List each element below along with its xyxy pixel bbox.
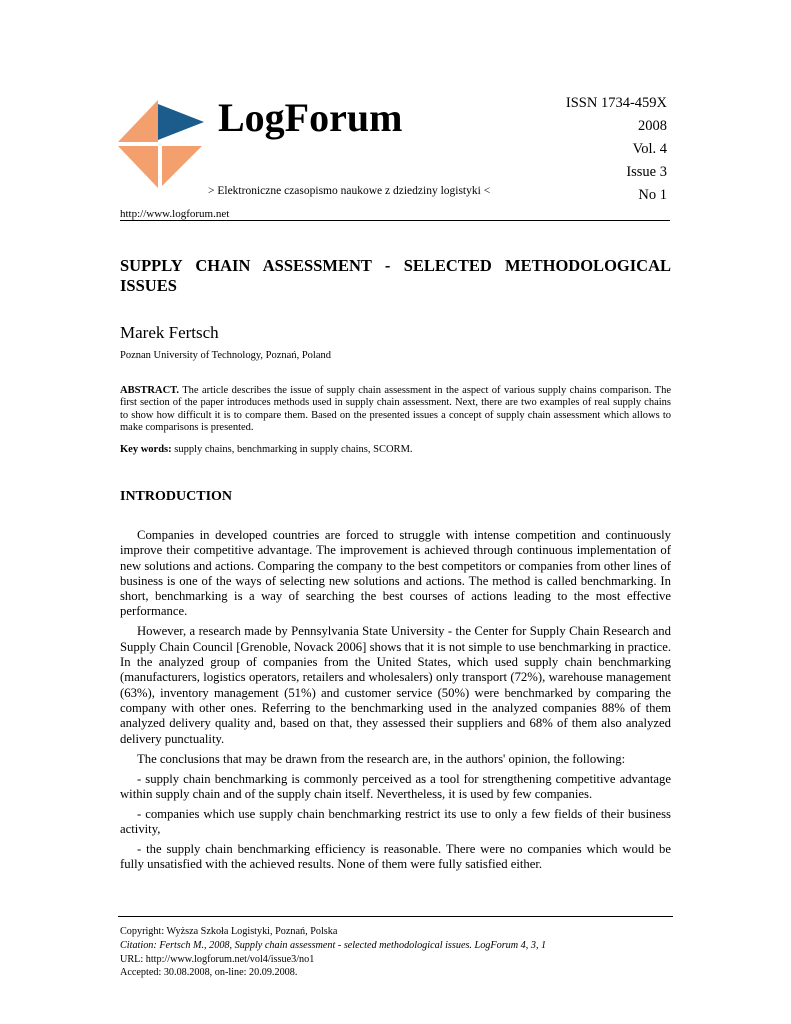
footer [120,925,546,980]
paragraph: However, a research made by Pennsylvania State University - the Center for Supply Chain Research and Supply Chain Council [Grenoble, Novack 2006] shows that it is not simple to use benchmarking in practice. In the analyzed group of companies from the United States, which used supply chain benchmarking (manufacturers, logistics operators, retailers and wholesalers) only transport (72%), warehouse management (63%), inventory management (51%) and customer service (50%) were benchmarked by comparing the company with other ones. Referring to the benchmarking used in the analyzed companies 88% of them analyzed delivery quality and, based on that, they assessed their suppliers and 68% of them also analyzed delivery punctuality. [120,624,671,746]
footer-divider [118,916,673,917]
keywords [120,444,413,455]
paragraph: The conclusions that may be drawn from the research are, in the authors' opinion, the following: [137,751,626,766]
footer-url-link[interactable]: URL: http://www.logforum.net/vol4/issue3/no1 [120,953,315,965]
journal-subtitle: > Elektroniczne czasopismo naukowe z dziedziny logistyki < [208,185,491,197]
footer-copyright: Copyright: Wyższa Szkoła Logistyki, Poznań, Polska [120,926,338,937]
volume: Vol. 4 [632,141,667,157]
logo-triangle-right [158,104,204,140]
issue-info [566,92,667,207]
author-affiliation: Poznan University of Technology, Poznań, Poland [120,350,331,361]
journal-title: LogForum [218,95,403,140]
logo-triangle-bottom-right [162,146,202,186]
year: 2008 [638,118,667,134]
keywords-label: Key words: [120,444,172,455]
footer-citation: Citation: Fertsch M., 2008, Supply chain assessment - selected methodological issues. LogForum 4, 3, 1 [120,939,547,951]
introduction-body [120,528,671,877]
issue: Issue 3 [626,164,667,180]
logo-triangle-top-left [118,100,158,142]
logforum-logo-icon [118,100,204,188]
paper-title: SUPPLY CHAIN ASSESSMENT - SELECTED METHODOLOGICAL ISSUES [120,256,671,295]
keywords-text: supply chains, benchmarking in supply chains, SCORM. [174,444,413,455]
author-name: Marek Fertsch [120,323,219,342]
journal-url-link[interactable]: http://www.logforum.net [120,208,230,220]
paragraph: Companies in developed countries are forced to struggle with intense competition and continuously improve their competitive advantage. The improvement is achieved through continuous implementation of new solutions and actions. Comparing the company to the best competitors or companies from other lines of business is one of the ways of selecting new solutions and actions. The method is called benchmarking. In short, benchmarking is a way of searching the best courses of actions leading to the most effective performance. [120,528,671,619]
paragraph: - supply chain benchmarking is commonly perceived as a tool for strengthening competitive advantage within supply chain and of the supply chain itself. Nevertheless, it is used by few companies. [120,771,671,801]
paragraph: - companies which use supply chain benchmarking restrict its use to only a few fields of their business activity, [120,806,671,837]
footer-dates: Accepted: 30.08.2008, on-line: 20.09.2008. [120,967,298,979]
logo-triangle-bottom-left [118,146,158,188]
abstract [120,385,671,434]
number: No 1 [638,187,667,203]
issn: ISSN 1734-459X [565,95,667,111]
paragraph: - the supply chain benchmarking efficiency is reasonable. There were no companies which would be fully unsatisfied with the achieved results. None of them were fully satisfied either. [120,842,671,872]
abstract-label: ABSTRACT. [120,385,180,396]
header-divider [120,220,670,221]
section-heading-introduction: INTRODUCTION [120,489,233,504]
abstract-text: The article describes the issue of supply chain assessment in the aspect of various supply chains comparison. The first section of the paper introduces methods used in supply chain assessment. Next, there are two examples of real supply chains to show how difficult it is to compare them. Based on the presented issues a concept of supply chain assessment which allows to make comparisons is presented. [120,385,672,433]
